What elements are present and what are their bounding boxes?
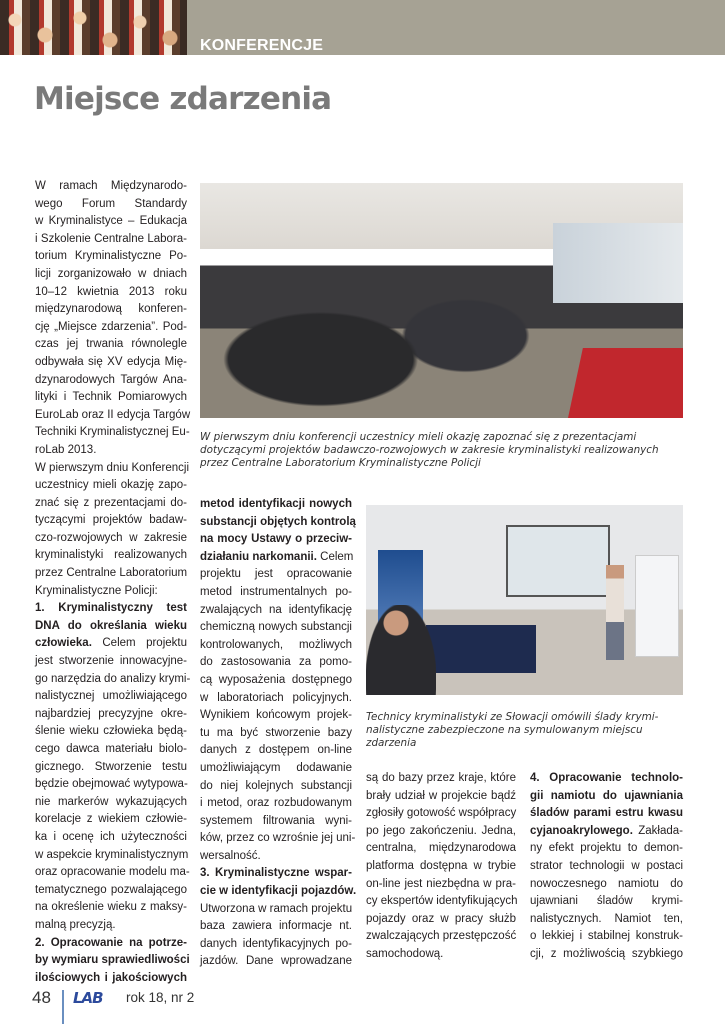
text-line <box>35 231 187 249</box>
photo-red-table <box>568 348 683 418</box>
text-line <box>35 407 191 425</box>
text-column-3 <box>366 770 516 964</box>
body-text: go narzędzia do analizy krymi- <box>35 672 191 685</box>
text-line <box>35 477 187 495</box>
body-text: czas jej trwania równolegle <box>35 338 187 351</box>
photo-projection-screen <box>506 525 610 597</box>
text-line <box>200 566 352 584</box>
text-line <box>35 864 190 882</box>
body-text: danych identyfikacyjnych po- <box>200 937 352 950</box>
body-text: Zakłada- <box>632 824 683 837</box>
text-line <box>530 770 683 788</box>
body-text: tu ma być stworzenie bazy <box>200 726 352 739</box>
text-line <box>366 928 516 946</box>
body-text: Kryminalistyczne Policji: <box>35 584 158 597</box>
text-line <box>366 823 516 841</box>
bold-text: śladów parami estru kwasu <box>530 807 683 820</box>
body-text: i Szkolenie Centralne Labora- <box>35 232 187 245</box>
text-line <box>200 848 352 866</box>
text-line <box>35 635 187 653</box>
text-line <box>200 619 352 637</box>
text-line <box>35 547 187 565</box>
bold-text: cyjanoakrylowego. <box>530 824 633 837</box>
text-line <box>530 893 683 911</box>
bold-text: gii namiotu do ujawniania <box>530 789 683 802</box>
text-line <box>35 248 187 266</box>
text-line <box>200 725 352 743</box>
photo-window <box>553 223 683 303</box>
text-line <box>35 882 187 900</box>
body-text: platforma dostępna w trybie <box>366 859 516 872</box>
body-text: Celem <box>316 550 354 563</box>
text-line <box>530 840 683 858</box>
text-line <box>200 514 356 532</box>
text-line <box>200 531 352 549</box>
body-text: on-line jest niezbędna w pra- <box>366 877 516 890</box>
footer-divider <box>62 990 64 1024</box>
text-line <box>35 512 187 530</box>
text-line <box>35 530 187 548</box>
text-line <box>35 970 187 988</box>
body-text: cji, z możliwością szybkiego <box>530 947 683 960</box>
body-text: ślenie wieku człowieka będą- <box>35 725 187 738</box>
text-column-1 <box>35 178 191 987</box>
text-line <box>200 830 356 848</box>
text-line <box>35 706 187 724</box>
body-text: i metod, oraz rozbudowanym <box>200 797 352 810</box>
text-line <box>35 952 190 970</box>
bold-text: substancji objętych kontrolą <box>200 515 356 528</box>
text-line <box>35 495 187 513</box>
page-number: 48 <box>32 988 51 1007</box>
body-text: cy ekspertów identyfikujących <box>366 895 518 908</box>
text-line <box>35 653 187 671</box>
bold-text: 1. Kryminalistyczny test <box>35 602 187 615</box>
body-text: roLab 2013. <box>35 443 97 456</box>
text-line <box>366 946 516 964</box>
body-text: oraz opracowanie modelu ma- <box>35 866 190 879</box>
body-text: W ramach Międzynarodo- <box>35 180 187 192</box>
text-line <box>35 284 187 302</box>
body-text: na określenie wieku z maksy- <box>35 901 187 914</box>
body-text: ny efekt projektu to demon- <box>530 842 683 855</box>
body-text: znać się z prezentacjami do- <box>35 496 187 509</box>
body-text: kontrolowanych, możliwych <box>200 638 352 651</box>
lab-logo: LAB <box>73 989 103 1007</box>
body-text: międzynarodową konferen- <box>35 303 187 316</box>
text-line <box>200 707 352 725</box>
body-text: brały udział w projekcie bądź <box>366 789 516 802</box>
body-text: Techniki Kryminalistycznej Eu- <box>35 426 190 439</box>
text-line <box>200 936 352 954</box>
text-line <box>35 301 187 319</box>
text-line <box>35 583 187 601</box>
text-line <box>35 565 187 583</box>
body-text: cję „Miejsce zdarzenia”. Pod- <box>35 320 187 333</box>
photo1-caption: W pierwszym dniu konferencji uczestnicy mieli okazję zapoznać się z prezentacjami dotyczącymi projektów badawczo-rozwojowych w zakresie kryminalistyki realizowanych przez Centralne Laboratorium Kryminalistyczne Policji <box>200 431 659 470</box>
bold-text: 2. Opracowanie na potrze- <box>35 936 187 949</box>
photo-poster <box>635 555 679 657</box>
body-text: zwalczających przestępczość <box>366 930 517 943</box>
text-line <box>35 688 187 706</box>
bold-text: metod identyfikacji nowych <box>200 498 352 510</box>
text-line <box>200 901 352 919</box>
body-text: samochodową. <box>366 947 444 960</box>
body-text: strator technologii w postaci <box>530 859 683 872</box>
body-text: malną precyzją. <box>35 918 116 931</box>
body-text: wego Forum Standardy <box>35 197 187 210</box>
body-text: umożliwiającym dodawanie <box>200 761 352 774</box>
text-line <box>530 946 683 964</box>
body-text: uczestnicy mieli okazję zapo- <box>35 479 187 492</box>
text-line <box>35 319 187 337</box>
text-line <box>200 813 352 831</box>
body-text: zgłosiły gotowość współpracy <box>366 807 517 820</box>
body-text: metod instrumentalnych po- <box>200 585 352 598</box>
body-text: ków, przez co wzrośnie jej uni- <box>200 832 356 845</box>
text-line <box>35 372 187 390</box>
body-text: do niej kolejnych substancji <box>200 779 352 792</box>
body-text: jest stworzenie innowacyjne- <box>35 655 187 668</box>
body-text: o lekkiej i stabilnej konstruk- <box>530 930 683 943</box>
text-line <box>35 776 187 794</box>
text-line <box>35 741 187 759</box>
bold-text: DNA do określania wieku <box>35 619 187 632</box>
body-text: tyczącymi projektów badaw- <box>35 514 187 527</box>
text-line <box>35 935 187 953</box>
body-text: Celem projektu <box>91 637 187 650</box>
body-text: przez Centralne Laboratorium <box>35 567 188 580</box>
body-text: nalistycznych. Namiot ten, <box>530 912 683 925</box>
text-line <box>35 899 187 917</box>
body-text: 10–12 kwietnia 2013 roku <box>35 285 187 298</box>
text-column-4 <box>530 770 683 964</box>
body-text: gicznego. Stworzenie testu <box>35 760 187 773</box>
body-text: wersalność. <box>200 849 261 862</box>
body-text: dzynarodowych Targów Ana- <box>35 373 187 386</box>
bold-text: na mocy Ustawy o przeciw- <box>200 533 352 546</box>
text-line <box>366 788 516 806</box>
article-title: Miejsce zdarzenia <box>34 81 332 117</box>
body-text: EuroLab oraz II edycja Targów <box>35 408 191 421</box>
text-line <box>200 742 352 760</box>
text-line <box>35 829 187 847</box>
text-line <box>366 876 516 894</box>
text-line <box>35 266 187 284</box>
body-text: ka i ocenę ich użyteczności <box>35 830 187 843</box>
text-line <box>200 690 352 708</box>
bold-text: człowieka. <box>35 637 92 650</box>
text-line <box>35 811 187 829</box>
body-text: danych z dostępem on-line <box>200 744 352 757</box>
body-text: pojazdy oraz w pracy służb <box>366 912 516 925</box>
text-line <box>200 637 352 655</box>
body-text: nowoczesnego namiotu do <box>530 877 683 890</box>
text-line <box>366 911 516 929</box>
text-line <box>530 823 683 841</box>
text-line <box>366 858 516 876</box>
text-line <box>35 917 187 935</box>
text-line <box>200 584 352 602</box>
text-line <box>200 953 352 971</box>
presentation-photo <box>366 505 683 695</box>
text-line <box>530 911 683 929</box>
conference-audience-photo <box>200 183 683 418</box>
text-line <box>35 460 190 478</box>
body-text: zwalających na identyfikację <box>200 603 352 616</box>
text-line <box>200 672 352 690</box>
issue-info: rok 18, nr 2 <box>126 990 195 1005</box>
body-text: najbardziej precyzyjne okre- <box>35 707 187 720</box>
text-line <box>530 928 683 946</box>
text-line <box>35 178 187 196</box>
text-line <box>200 883 357 901</box>
photo-speaker <box>606 565 624 660</box>
body-text: jazdów. Dane wprowadzane <box>200 955 352 968</box>
text-line <box>35 424 190 442</box>
body-text: Utworzona w ramach projektu <box>200 902 353 915</box>
body-text: baza zawiera informacje nt. <box>200 920 352 933</box>
body-text: kryminalistyki realizowanych <box>35 549 187 562</box>
body-text: cą wyposażenia dostępnego <box>200 673 352 686</box>
text-line <box>200 760 352 778</box>
text-line <box>200 778 352 796</box>
text-line <box>35 196 187 214</box>
text-line <box>35 600 187 618</box>
text-column-2 <box>200 496 357 971</box>
text-line <box>366 770 516 788</box>
body-text: są do bazy przez kraje, które <box>366 772 516 784</box>
body-text: cego dawca materiału biolo- <box>35 743 187 755</box>
text-line <box>200 549 352 567</box>
body-text: W pierwszym dniu Konferencji <box>35 461 190 474</box>
section-label: KONFERENCJE <box>200 37 324 54</box>
body-text: torium Kryminalistyczne Po- <box>35 250 187 263</box>
photo-desk <box>426 625 536 673</box>
body-text: nalistycznej umożliwiającego <box>35 690 187 703</box>
body-text: Wynikiem końcowym projek- <box>200 709 352 722</box>
bold-text: by wymiaru sprawiedliwości <box>35 954 190 967</box>
text-line <box>35 759 187 777</box>
header-crowd-image <box>0 0 187 55</box>
body-text: tematycznego pozwalającego <box>35 883 187 896</box>
body-text: w aspekcie kryminalistycznym <box>35 848 189 861</box>
text-line <box>530 805 683 823</box>
text-line <box>35 354 187 372</box>
body-text: czo-rozwojowych w zakresie <box>35 531 187 544</box>
text-line <box>35 336 187 354</box>
body-text: korelacje z wiekiem człowie- <box>35 813 187 826</box>
text-line <box>200 795 352 813</box>
photo2-caption: Technicy kryminalistyki ze Słowacji omówili ślady krymi-nalistyczne zabezpieczone na symulowanym miejscu zdarzenia <box>366 711 659 750</box>
body-text: do zastosowania za pomo- <box>200 656 352 669</box>
text-line <box>35 213 187 231</box>
text-line <box>35 723 187 741</box>
body-text: ujawniani śladów krymi- <box>530 895 683 908</box>
text-line <box>200 654 352 672</box>
text-line <box>530 788 683 806</box>
text-line <box>366 805 516 823</box>
body-text: systemem filtrowania wyni- <box>200 814 352 827</box>
body-text: centralna, międzynarodowa <box>366 842 516 855</box>
text-line <box>530 858 683 876</box>
text-line <box>35 671 191 689</box>
text-line <box>366 840 516 858</box>
text-line <box>200 865 352 883</box>
bold-text: ilościowych i jakościowych <box>35 971 187 984</box>
text-line <box>35 389 187 407</box>
body-text: w laboratoriach policyjnych. <box>200 691 352 704</box>
body-text: chemiczną nowych substancji <box>200 621 352 634</box>
text-line <box>35 442 187 460</box>
text-line <box>200 496 352 514</box>
text-line <box>200 918 352 936</box>
photo-attendee <box>366 605 436 695</box>
body-text: projektu jest opracowanie <box>200 568 352 581</box>
bold-text: 4. Opracowanie technolo- <box>530 772 683 784</box>
text-line <box>530 876 683 894</box>
text-line <box>200 602 352 620</box>
bold-text: 3. Kryminalistyczne wspar- <box>200 867 352 880</box>
text-line <box>35 794 187 812</box>
text-line <box>35 847 187 865</box>
text-line <box>35 618 187 636</box>
text-line <box>366 893 516 911</box>
body-text: odbywała się XV edycja Mię- <box>35 355 187 368</box>
body-text: w Kryminalistyce – Edukacja <box>35 215 187 228</box>
body-text: będzie obejmować wytypowa- <box>35 778 188 791</box>
body-text: lityki i Technik Pomiarowych <box>35 391 187 404</box>
body-text: po jego zakończeniu. Jedna, <box>366 824 516 837</box>
bold-text: działaniu narkomanii. <box>200 550 317 563</box>
bold-text: cie w identyfikacji pojazdów. <box>200 885 357 898</box>
body-text: nie markerów wykazujących <box>35 795 187 808</box>
body-text: licji zorganizowało w dniach <box>35 267 187 280</box>
